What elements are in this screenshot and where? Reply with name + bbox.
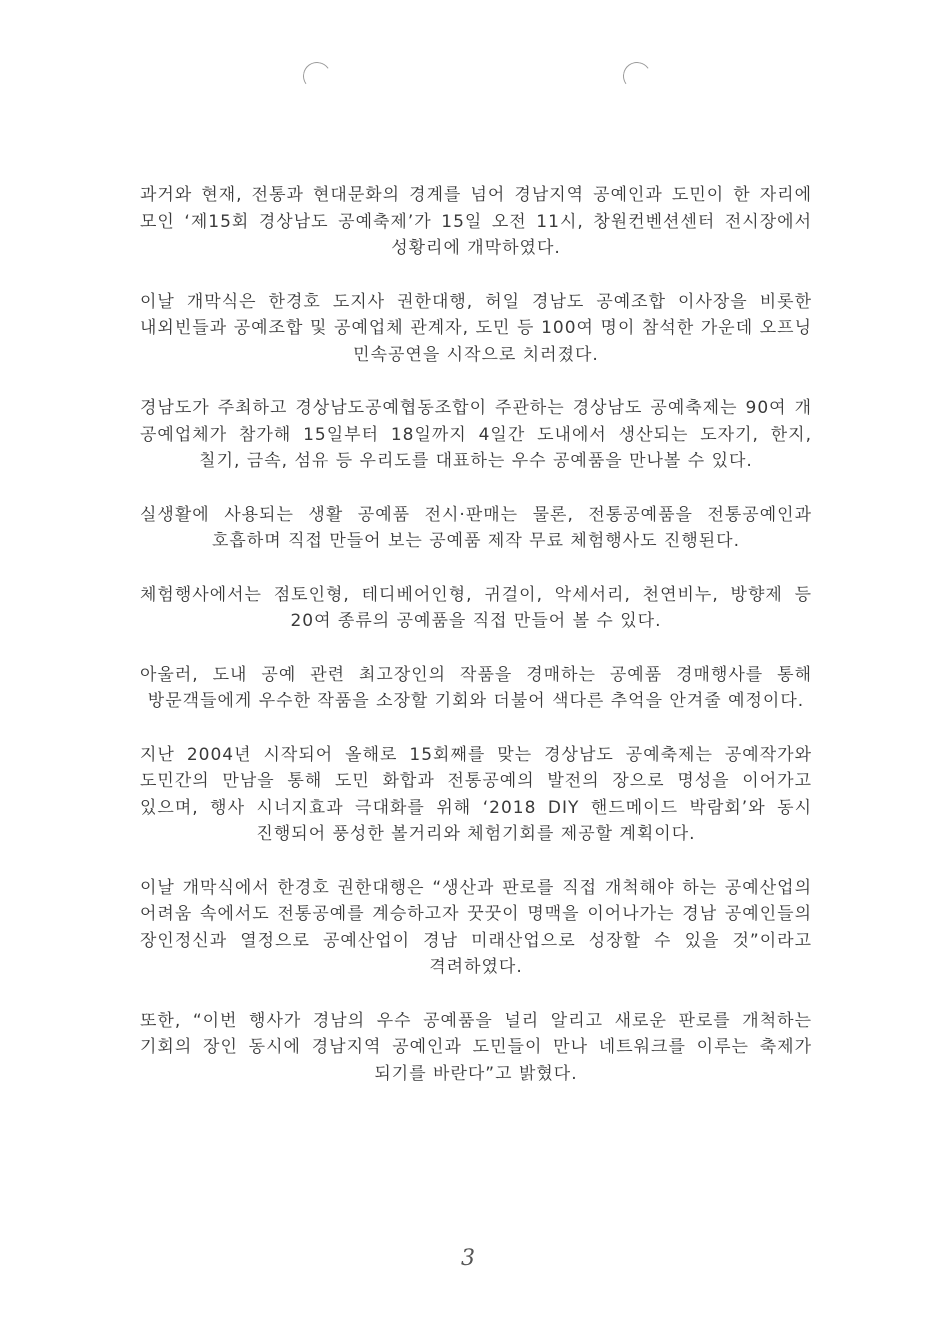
punch-hole-mark-right [621, 60, 653, 92]
paragraph-opening: 과거와 현재, 전통과 현대문화의 경계를 넘어 경남지역 공예인과 도민이 한 자리에 모인 ‘제15회 경상남도 공예축제’가 15일 오전 11시, 창원컨벤션센터 전시장에서 성황리에 개막하였다. [140, 185, 812, 258]
punch-hole-mark-left [301, 60, 333, 92]
page-number: 3 [461, 1246, 475, 1271]
paragraph-exhibition-sales: 실생활에 사용되는 생활 공예품 전시·판매는 물론, 전통공예품을 전통공예인과 호흡하며 직접 만들어 보는 공예품 제작 무료 체험행사도 진행된다. [140, 504, 812, 551]
paragraph-auction: 아울러, 도내 공예 관련 최고장인의 작품을 경매하는 공예품 경매행사를 통해 방문객들에게 우수한 작품을 소장할 기회와 더불어 색다른 추억을 안겨줄 예정이다. [140, 664, 812, 711]
paragraph-festival-overview: 경남도가 주최하고 경상남도공예협동조합이 주관하는 경상남도 공예축제는 90여 개 공예업체가 참가해 15일부터 18일까지 4일간 도내에서 생산되는 도자기, 한지, 칠기, 금속, 섬유 등 우리도를 대표하는 우수 공예품을 만나볼 수 있다. [140, 398, 812, 471]
paragraph-hands-on-events: 체험행사에서는 점토인형, 테디베어인형, 귀걸이, 악세서리, 천연비누, 방향제 등 20여 종류의 공예품을 직접 만들어 볼 수 있다. [140, 584, 812, 631]
paragraph-ceremony-attendees: 이날 개막식은 한경호 도지사 권한대행, 허일 경남도 공예조합 이사장을 비롯한 내외빈들과 공예조합 및 공예업체 관계자, 도민 등 100여 명이 참석한 가운데 오프닝 민속공연을 시작으로 치러졌다. [140, 291, 812, 365]
paragraph-quote-encouragement: 이날 개막식에서 한경호 권한대행은 “생산과 판로를 직접 개척해야 하는 공예산업의 어려움 속에서도 전통공예를 계승하고자 꿋꿋이 명맥을 이어나가는 경남 공예인들의 장인정신과 열정으로 공예산업이 경남 미래산업으로 성장할 수 있을 것”이라고 격려하였다. [140, 877, 812, 977]
article-body [140, 182, 812, 1114]
paragraph-history: 지난 2004년 시작되어 올해로 15회째를 맞는 경상남도 공예축제는 공예작가와 도민간의 만남을 통해 도민 화합과 전통공예의 발전의 장으로 명성을 이어가고 있으며, 행사 시너지효과 극대화를 위해 ‘2018 DIY 핸드메이드 박람회’와 동시 진행되어 풍성한 볼거리와 체험기회를 제공할 계획이다. [140, 744, 812, 844]
paragraph-quote-closing: 또한, “이번 행사가 경남의 우수 공예품을 널리 알리고 새로운 판로를 개척하는 기회의 장인 동시에 경남지역 공예인과 도민들이 만나 네트워크를 이루는 축제가 되기를 바란다”고 밝혔다. [140, 1010, 812, 1084]
